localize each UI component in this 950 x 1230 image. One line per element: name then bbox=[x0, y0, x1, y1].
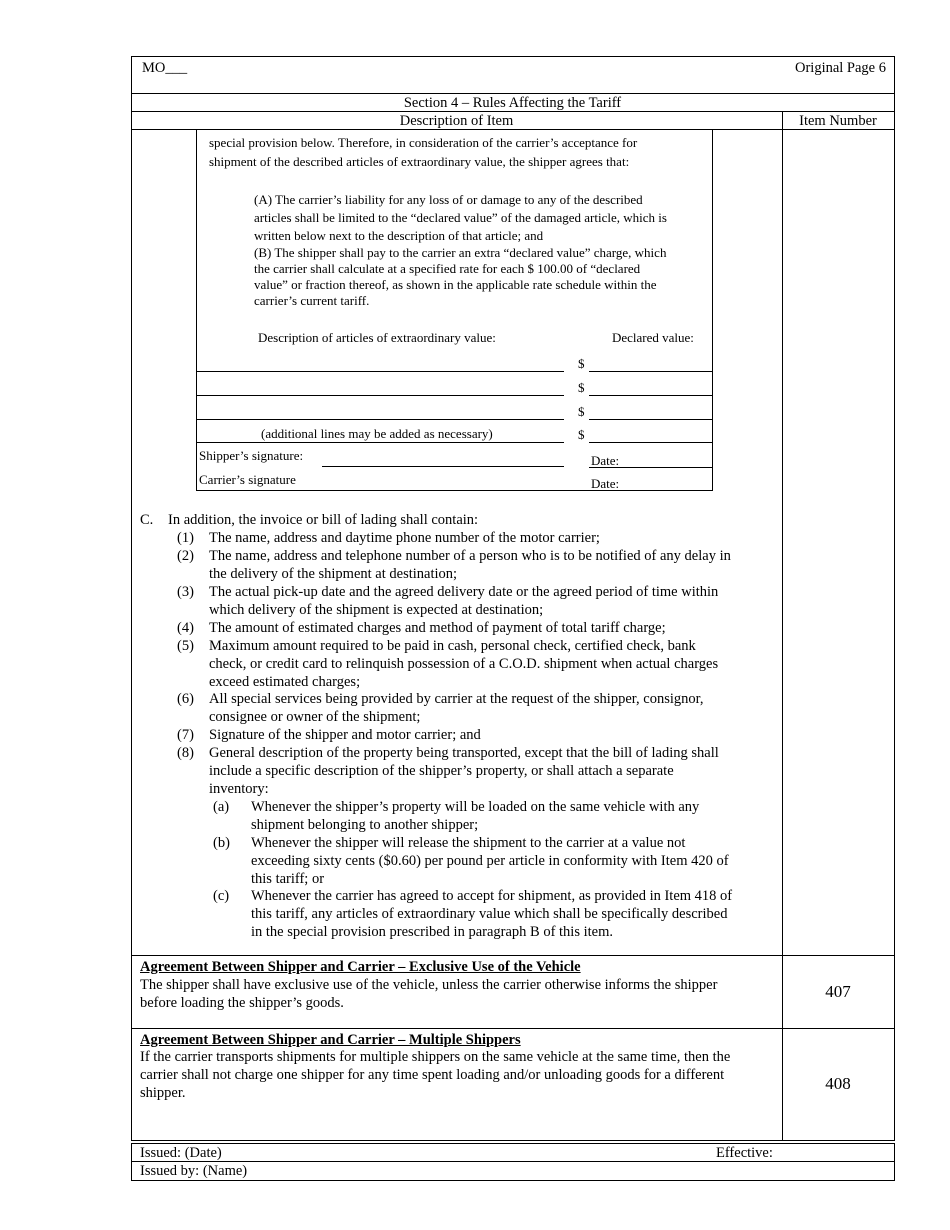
list-item-text: All special services being provided by carrier at the request of the shipper, consignor, bbox=[209, 691, 704, 707]
additional-lines-note: (additional lines may be added as necessary) bbox=[261, 426, 493, 441]
carrier-signature-label: Carrier’s signature bbox=[199, 472, 296, 487]
column-header-item-number: Item Number bbox=[799, 113, 877, 129]
clause-line: written below next to the description of that article; and bbox=[254, 228, 544, 243]
list-item-text: The name, address and daytime phone number of the motor carrier; bbox=[209, 530, 600, 546]
date-label: Date: bbox=[591, 453, 620, 468]
effective-date: Effective: bbox=[716, 1145, 773, 1161]
item-body-line: shipper. bbox=[140, 1085, 186, 1101]
list-item-text: Signature of the shipper and motor carrier; and bbox=[209, 727, 481, 743]
list-item-text: The name, address and telephone number of a person who is to be notified of any delay in bbox=[209, 548, 731, 564]
list-item-number: (1) bbox=[177, 530, 194, 546]
list-item-text: check, or credit card to relinquish possession of a C.O.D. shipment when actual charges bbox=[209, 656, 719, 672]
list-item-text: which delivery of the shipment is expected at destination; bbox=[209, 602, 544, 618]
declared-value-line bbox=[589, 395, 712, 396]
list-item-number: (2) bbox=[177, 548, 194, 564]
sub-item-text: this tariff, any articles of extraordinary value which shall be specifically described bbox=[251, 906, 728, 922]
declared-value-header: Declared value: bbox=[612, 330, 694, 345]
list-item-number: (5) bbox=[177, 638, 194, 654]
list-item-text: The actual pick-up date and the agreed delivery date or the agreed period of time within bbox=[209, 584, 719, 600]
date-label: Date: bbox=[591, 476, 620, 491]
clause-line: value” or fraction thereof, as shown in the applicable rate schedule within the bbox=[254, 277, 657, 292]
sub-item-text: exceeding sixty cents ($0.60) per pound per article in conformity with Item 420 of bbox=[251, 853, 729, 869]
list-item-text: inventory: bbox=[209, 781, 269, 797]
sub-item-text: Whenever the carrier has agreed to accept for shipment, as provided in Item 418 of bbox=[251, 888, 733, 904]
list-item-text: General description of the property being transported, except that the bill of lading shall bbox=[209, 745, 719, 761]
list-item-text: Maximum amount required to be paid in cash, personal check, certified check, bank bbox=[209, 638, 696, 654]
articles-description-header: Description of articles of extraordinary value: bbox=[258, 330, 496, 345]
list-item-number: (6) bbox=[177, 691, 194, 707]
sub-item-letter: (a) bbox=[213, 799, 230, 815]
clause-line: (A) The carrier’s liability for any loss of or damage to any of the described bbox=[254, 192, 643, 207]
item-body-line: The shipper shall have exclusive use of the vehicle, unless the carrier otherwise informs the shipper bbox=[140, 977, 718, 993]
dollar-sign: $ bbox=[578, 356, 585, 371]
sub-item-text: in the special provision prescribed in paragraph B of this item. bbox=[251, 924, 614, 940]
list-item-number: (7) bbox=[177, 727, 194, 743]
clause-line: (B) The shipper shall pay to the carrier an extra “declared value” charge, which bbox=[254, 245, 667, 260]
shipper-signature-line bbox=[322, 466, 564, 467]
issued-date: Issued: (Date) bbox=[140, 1145, 222, 1161]
form-intro-line: shipment of the described articles of extraordinary value, the shipper agrees that: bbox=[209, 154, 630, 169]
clause-line: articles shall be limited to the “declared value” of the damaged article, which is bbox=[254, 210, 667, 225]
list-item-number: (4) bbox=[177, 620, 194, 636]
shipper-signature-label: Shipper’s signature: bbox=[199, 448, 304, 463]
item-title: Agreement Between Shipper and Carrier – Multiple Shippers bbox=[140, 1032, 521, 1048]
article-description-line bbox=[196, 442, 564, 443]
item-body-line: If the carrier transports shipments for multiple shippers on the same vehicle at the same time, then the bbox=[140, 1049, 731, 1065]
column-header-description: Description of Item bbox=[399, 113, 514, 129]
article-description-line bbox=[196, 419, 564, 420]
section-c-intro: In addition, the invoice or bill of lading shall contain: bbox=[168, 512, 479, 528]
sub-item-text: Whenever the shipper’s property will be loaded on the same vehicle with any bbox=[251, 799, 700, 815]
declared-value-line bbox=[589, 371, 712, 372]
list-item-text: the delivery of the shipment at destination; bbox=[209, 566, 458, 582]
article-description-line bbox=[196, 395, 564, 396]
declared-value-line bbox=[589, 442, 712, 443]
sub-item-letter: (c) bbox=[213, 888, 230, 904]
sub-item-letter: (b) bbox=[213, 835, 230, 851]
sub-item-text: shipment belonging to another shipper; bbox=[251, 817, 479, 833]
sub-item-text: Whenever the shipper will release the shipment to the carrier at a value not bbox=[251, 835, 686, 851]
list-item-text: exceed estimated charges; bbox=[209, 674, 361, 690]
declared-value-line bbox=[589, 419, 712, 420]
dollar-sign: $ bbox=[578, 404, 585, 419]
dollar-sign: $ bbox=[578, 380, 585, 395]
list-item-number: (8) bbox=[177, 745, 194, 761]
sub-item-text: this tariff; or bbox=[251, 871, 325, 887]
item-body-line: carrier shall not charge one shipper for any time spent loading and/or unloading goods for a different bbox=[140, 1067, 725, 1083]
form-intro-line: special provision below. Therefore, in consideration of the carrier’s acceptance for bbox=[209, 135, 638, 150]
list-item-text: consignee or owner of the shipment; bbox=[209, 709, 421, 725]
dollar-sign: $ bbox=[578, 427, 585, 442]
item-number: 407 bbox=[825, 982, 851, 1001]
list-item-number: (3) bbox=[177, 584, 194, 600]
tariff-code: MO___ bbox=[142, 60, 188, 76]
issued-by: Issued by: (Name) bbox=[140, 1163, 248, 1179]
list-item-text: include a specific description of the shipper’s property, or shall attach a separate bbox=[209, 763, 674, 779]
clause-line: the carrier shall calculate at a specified rate for each $ 100.00 of “declared bbox=[254, 261, 641, 276]
item-number: 408 bbox=[825, 1074, 851, 1093]
item-body-line: before loading the shipper’s goods. bbox=[140, 995, 344, 1011]
clause-line: carrier’s current tariff. bbox=[254, 293, 370, 308]
page-number: Original Page 6 bbox=[794, 60, 886, 76]
item-title: Agreement Between Shipper and Carrier – Exclusive Use of the Vehicle bbox=[140, 959, 581, 975]
shipper-date-line bbox=[589, 467, 712, 468]
section-c-label: C. bbox=[140, 512, 154, 528]
list-item-text: The amount of estimated charges and method of payment of total tariff charge; bbox=[209, 620, 666, 636]
section-title: Section 4 – Rules Affecting the Tariff bbox=[403, 95, 622, 111]
article-description-line bbox=[196, 371, 564, 372]
